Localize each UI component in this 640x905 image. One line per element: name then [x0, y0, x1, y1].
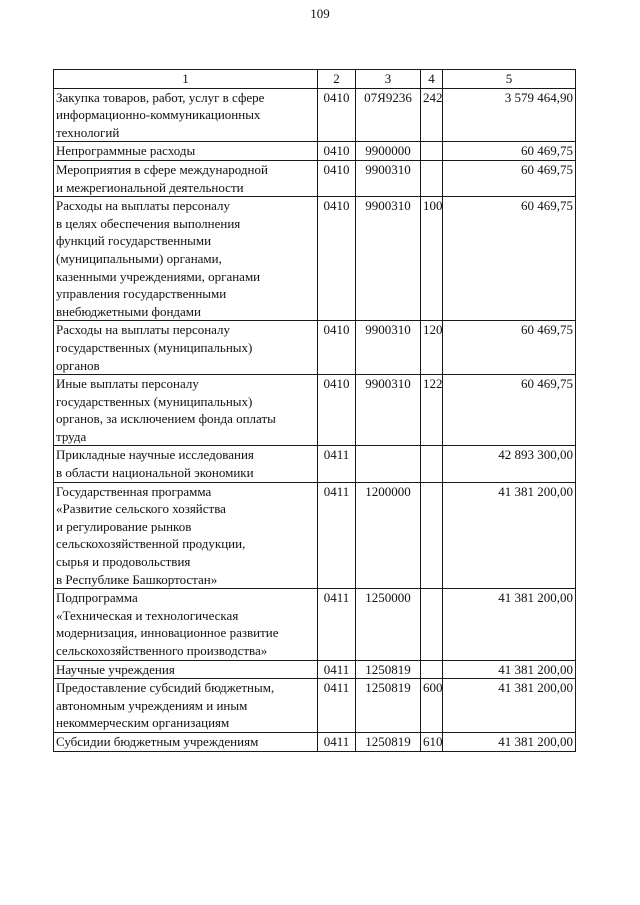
cell-section-code: 0410	[318, 160, 356, 196]
expense-name-line: органов	[56, 357, 100, 373]
cell-expense-name	[54, 732, 318, 751]
expense-name-line: модернизация, инновационное развитие	[56, 625, 279, 641]
expense-name-line: государственных (муниципальных)	[56, 393, 253, 409]
expense-name-line: в области национальной экономики	[56, 465, 254, 481]
cell-expense-name	[54, 197, 318, 321]
cell-target-code: 9900310	[356, 375, 421, 446]
cell-target-code: 9900310	[356, 160, 421, 196]
expense-name-line: внебюджетными фондами	[56, 303, 201, 319]
cell-target-code: 9900310	[356, 197, 421, 321]
expense-name-line: труда	[56, 428, 87, 444]
expense-name-line: органов, за исключением фонда оплаты	[56, 411, 276, 427]
column-header-amount: 5	[443, 70, 576, 89]
cell-expense-type-code	[421, 142, 443, 161]
expense-name-line: функций государственными	[56, 233, 212, 249]
cell-expense-name	[54, 375, 318, 446]
cell-amount: 41 381 200,00	[443, 482, 576, 589]
table-row	[54, 197, 576, 321]
column-header-section: 2	[318, 70, 356, 89]
table-row	[54, 589, 576, 660]
expense-name-line: Подпрограмма	[56, 590, 138, 606]
cell-expense-type-code: 242	[421, 88, 443, 142]
cell-amount: 41 381 200,00	[443, 660, 576, 679]
cell-amount: 60 469,75	[443, 197, 576, 321]
cell-section-code: 0411	[318, 660, 356, 679]
cell-amount: 42 893 300,00	[443, 446, 576, 482]
cell-expense-name	[54, 589, 318, 660]
table-header-row	[54, 70, 576, 89]
cell-target-code	[356, 446, 421, 482]
expense-name-line: в Республике Башкортостан»	[56, 571, 218, 587]
expense-name-line: Государственная программа	[56, 483, 212, 499]
table-row	[54, 142, 576, 161]
cell-target-code: 1250819	[356, 732, 421, 751]
expense-name-line: автономным учреждениям и иным	[56, 697, 248, 713]
cell-expense-type-code: 122	[421, 375, 443, 446]
cell-section-code: 0411	[318, 679, 356, 733]
expense-name-line: Закупка товаров, работ, услуг в сфере	[56, 89, 265, 105]
expense-name-line: некоммерческим организациям	[56, 715, 230, 731]
table-row	[54, 88, 576, 142]
cell-expense-type-code	[421, 160, 443, 196]
cell-expense-type-code: 600	[421, 679, 443, 733]
cell-amount: 41 381 200,00	[443, 679, 576, 733]
expense-name-line: (муниципальными) органами,	[56, 250, 222, 266]
expense-name-line: Прикладные научные исследования	[56, 447, 254, 463]
budget-table	[53, 69, 576, 752]
table-row	[54, 732, 576, 751]
expense-name-line: и регулирование рынков	[56, 518, 192, 534]
expense-name-line: Расходы на выплаты персоналу	[56, 322, 231, 338]
cell-section-code: 0411	[318, 446, 356, 482]
cell-expense-type-code	[421, 446, 443, 482]
cell-section-code: 0411	[318, 482, 356, 589]
cell-target-code: 9900000	[356, 142, 421, 161]
table-row	[54, 375, 576, 446]
cell-expense-type-code	[421, 660, 443, 679]
cell-section-code: 0410	[318, 197, 356, 321]
cell-section-code: 0410	[318, 88, 356, 142]
cell-target-code: 07Я9236	[356, 88, 421, 142]
expense-name-line: Расходы на выплаты персоналу	[56, 198, 231, 214]
expense-name-line: Научные учреждения	[56, 661, 175, 677]
cell-section-code: 0410	[318, 375, 356, 446]
expense-name-line: информационно-коммуникационных	[56, 107, 261, 123]
cell-expense-name	[54, 660, 318, 679]
expense-name-line: Непрограммные расходы	[56, 143, 196, 159]
expense-name-line: «Техническая и технологическая	[56, 607, 239, 623]
expense-name-line: управления государственными	[56, 286, 227, 302]
cell-target-code: 1250819	[356, 660, 421, 679]
cell-target-code: 1250000	[356, 589, 421, 660]
expense-name-line: Мероприятия в сфере международной	[56, 161, 268, 177]
cell-expense-type-code: 610	[421, 732, 443, 751]
cell-amount: 3 579 464,90	[443, 88, 576, 142]
column-header-target: 3	[356, 70, 421, 89]
cell-expense-name	[54, 482, 318, 589]
expense-name-line: сельскохозяйственного производства»	[56, 643, 268, 658]
table-row	[54, 660, 576, 679]
column-header-name: 1	[54, 70, 318, 89]
table-row	[54, 321, 576, 375]
expense-name-line: и межрегиональной деятельности	[56, 179, 244, 195]
expense-name-line: казенными учреждениями, органами	[56, 268, 261, 284]
cell-expense-name	[54, 142, 318, 161]
cell-expense-name	[54, 679, 318, 733]
cell-target-code: 9900310	[356, 321, 421, 375]
column-header-expense-type: 4	[421, 70, 443, 89]
cell-expense-type-code: 120	[421, 321, 443, 375]
expense-name-line: в целях обеспечения выполнения	[56, 215, 241, 231]
expense-name-line: технологий	[56, 124, 120, 140]
cell-amount: 41 381 200,00	[443, 732, 576, 751]
table-row	[54, 446, 576, 482]
cell-section-code: 0410	[318, 321, 356, 375]
table-row	[54, 160, 576, 196]
cell-expense-type-code	[421, 482, 443, 589]
cell-expense-name	[54, 446, 318, 482]
expense-name-line: «Развитие сельского хозяйства	[56, 501, 226, 517]
cell-amount: 60 469,75	[443, 142, 576, 161]
cell-expense-type-code	[421, 589, 443, 660]
table-body	[54, 88, 576, 751]
expense-name-line: Иные выплаты персоналу	[56, 376, 199, 392]
cell-amount: 60 469,75	[443, 160, 576, 196]
cell-target-code: 1200000	[356, 482, 421, 589]
cell-amount: 60 469,75	[443, 375, 576, 446]
cell-expense-name	[54, 321, 318, 375]
page-number: 109	[310, 6, 330, 21]
cell-section-code: 0411	[318, 589, 356, 660]
cell-section-code: 0410	[318, 142, 356, 161]
table-row	[54, 482, 576, 589]
cell-target-code: 1250819	[356, 679, 421, 733]
cell-expense-name	[54, 88, 318, 142]
cell-amount: 60 469,75	[443, 321, 576, 375]
expense-name-line: Предоставление субсидий бюджетным,	[56, 680, 275, 696]
cell-expense-type-code: 100	[421, 197, 443, 321]
cell-amount: 41 381 200,00	[443, 589, 576, 660]
cell-section-code: 0411	[318, 732, 356, 751]
expense-name-line: государственных (муниципальных)	[56, 339, 253, 355]
expense-name-line: сельскохозяйственной продукции,	[56, 536, 246, 552]
cell-expense-name	[54, 160, 318, 196]
expense-name-line: Субсидии бюджетным учреждениям	[56, 733, 259, 749]
table-row	[54, 679, 576, 733]
expense-name-line: сырья и продовольствия	[56, 554, 191, 570]
